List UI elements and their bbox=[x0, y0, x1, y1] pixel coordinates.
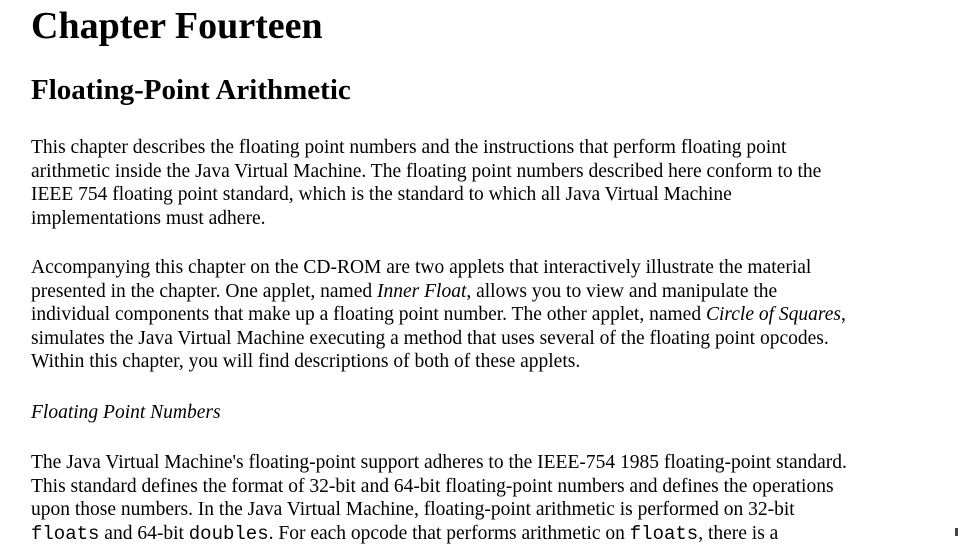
code-floats: floats bbox=[629, 522, 699, 545]
chapter-title: Chapter Fourteen bbox=[31, 5, 323, 47]
text-line: Within this chapter, you will find descriptions of both of these applets. bbox=[31, 351, 581, 373]
code-floats: floats bbox=[31, 522, 100, 545]
text-line: The Java Virtual Machine's floating-point support adheres to the IEEE-754 1985 floating-point standard. bbox=[31, 452, 847, 473]
text-line bbox=[31, 280, 946, 304]
scrollbar-fragment bbox=[955, 528, 958, 536]
text-run: presented in the chapter. One applet, named bbox=[31, 280, 377, 302]
intro-paragraph bbox=[31, 136, 946, 230]
text-line: Accompanying this chapter on the CD-ROM are two applets that interactively illustrate the material bbox=[31, 257, 812, 278]
text-run: individual components that make up a floating point number. The other applet, named bbox=[31, 304, 706, 326]
text-run: , there is a bbox=[698, 522, 779, 544]
text-run: and 64-bit bbox=[99, 522, 189, 544]
code-doubles: doubles bbox=[188, 522, 269, 545]
applets-paragraph bbox=[31, 256, 946, 374]
subsection-title: Floating Point Numbers bbox=[31, 402, 221, 423]
text-line: arithmetic inside the Java Virtual Machine. The floating point numbers described here conform to the bbox=[31, 160, 822, 182]
applet-name-inner-float: Inner Float bbox=[377, 280, 467, 302]
text-line: implementations must adhere. bbox=[31, 207, 266, 229]
text-line bbox=[31, 303, 946, 327]
text-run: , bbox=[841, 304, 846, 326]
text-line: This chapter describes the floating point numbers and the instructions that perform floating point bbox=[31, 137, 787, 158]
text-run: . For each opcode that performs arithmetic on bbox=[268, 522, 630, 544]
text-line bbox=[31, 522, 946, 546]
text-line: simulates the Java Virtual Machine executing a method that uses several of the floating point opcodes. bbox=[31, 327, 829, 349]
ieee-paragraph bbox=[31, 451, 946, 546]
text-run: , allows you to view and manipulate the bbox=[466, 280, 778, 302]
section-title: Floating-Point Arithmetic bbox=[31, 74, 351, 106]
text-line: upon those numbers. In the Java Virtual Machine, floating-point arithmetic is performed on 32-bit bbox=[31, 499, 795, 521]
text-line: This standard defines the format of 32-bit and 64-bit floating-point numbers and defines the operations bbox=[31, 475, 834, 497]
text-line: IEEE 754 floating point standard, which is the standard to which all Java Virtual Machine bbox=[31, 184, 732, 206]
applet-name-circle-of-squares: Circle of Squares bbox=[705, 304, 841, 326]
